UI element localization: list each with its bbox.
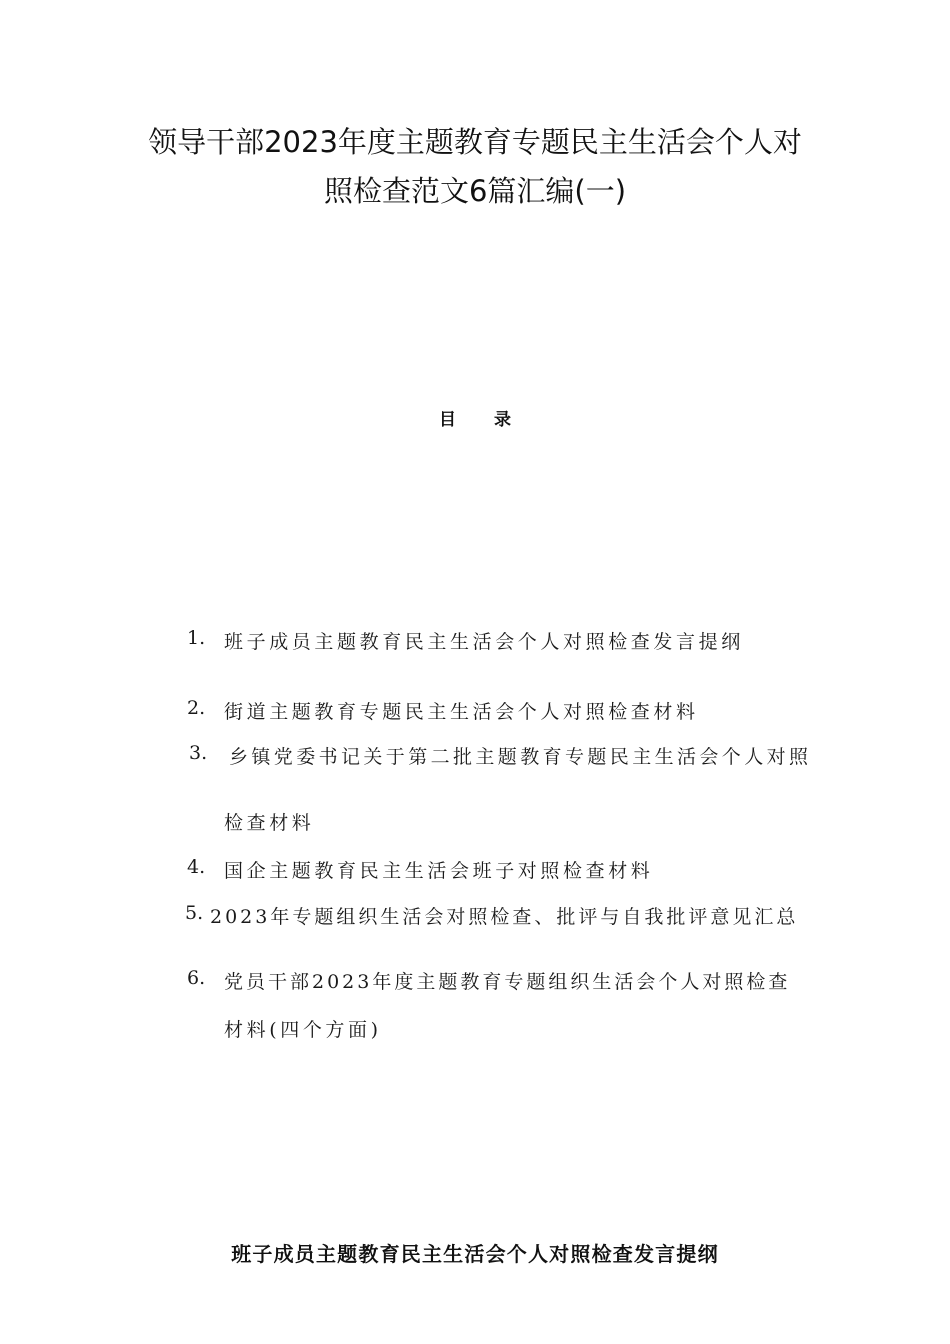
toc-item-2-number: 2. xyxy=(187,697,206,719)
toc-item-3-text[interactable]: 乡镇党委书记关于第二批主题教育专题民主生活会个人对照 xyxy=(229,746,812,768)
toc-item-3-continuation[interactable]: 检查材料 xyxy=(224,812,315,834)
toc-item-6-continuation[interactable]: 材料(四个方面) xyxy=(224,1019,382,1041)
toc-item-5-text[interactable]: 2023年专题组织生活会对照检查、批评与自我批评意见汇总 xyxy=(210,906,799,928)
section-title: 班子成员主题教育民主生活会个人对照检查发言提纲 xyxy=(231,1242,719,1266)
toc-item-5-number: 5. xyxy=(185,902,204,924)
document-title-line-2: 照检查范文6篇汇编(一) xyxy=(323,174,627,208)
toc-item-4-number: 4. xyxy=(187,856,206,878)
document-title-line-1: 领导干部2023年度主题教育专题民主生活会个人对 xyxy=(148,125,802,159)
toc-item-6-number: 6. xyxy=(187,967,206,989)
toc-item-2-text[interactable]: 街道主题教育专题民主生活会个人对照检查材料 xyxy=(224,701,699,723)
toc-item-6-text[interactable]: 党员干部2023年度主题教育专题组织生活会个人对照检查 xyxy=(224,971,791,993)
toc-item-1-number: 1. xyxy=(187,627,206,649)
toc-item-3-number: 3. xyxy=(189,742,208,764)
toc-heading: 目录 xyxy=(439,410,549,430)
toc-item-1-text[interactable]: 班子成员主题教育民主生活会个人对照检查发言提纲 xyxy=(224,631,744,653)
toc-item-4-text[interactable]: 国企主题教育民主生活会班子对照检查材料 xyxy=(224,860,654,882)
